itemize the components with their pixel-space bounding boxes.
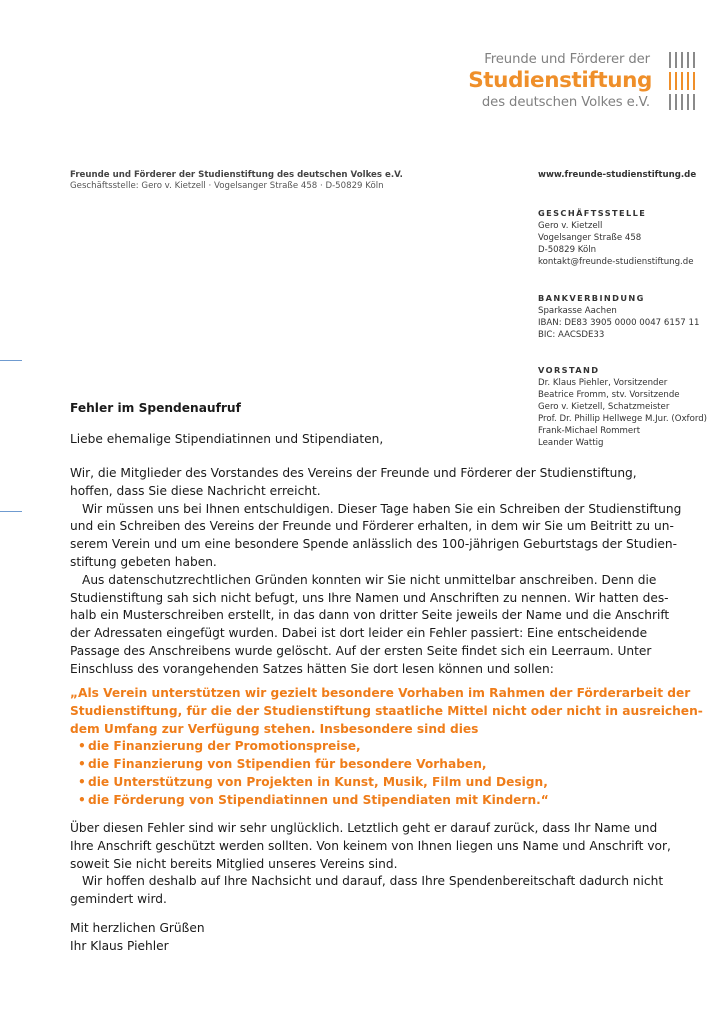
text-line: Aus datenschutzrechtlichen Gründen konnten wir Sie nicht unmittelbar anschreiben. Denn die <box>82 572 657 587</box>
text-line: und ein Schreiben des Vereins der Freunde und Förderer erhalten, in dem wir Sie um Beitritt zu un- <box>70 519 674 534</box>
bank-heading: BANKVERBINDUNG <box>538 293 645 303</box>
bullet-icon: • <box>78 757 86 772</box>
quote-bullet-item <box>70 792 640 810</box>
board-member: Prof. Dr. Phillip Hellwege M.Jur. (Oxford) <box>538 414 708 424</box>
website-link[interactable]: www.freunde-studienstiftung.de <box>538 170 697 180</box>
board-member: Gero v. Kietzell, Schatzmeister <box>538 402 670 412</box>
quote-bullet-item <box>70 774 640 792</box>
quote-bullet-item <box>70 738 640 756</box>
bank-line: Sparkasse Aachen <box>538 306 617 316</box>
text-line: Über diesen Fehler sind wir sehr unglücklich. Letztlich geht er darauf zurück, dass Ihr Name und <box>70 821 658 835</box>
sender-line-2: Geschäftsstelle: Gero v. Kietzell · Vogelsanger Straße 458 · D-50829 Köln <box>70 181 384 191</box>
quoted-passage <box>70 685 703 810</box>
bullet-text: die Finanzierung der Promotionspreise, <box>88 739 361 754</box>
board-member: Leander Wattig <box>538 438 604 448</box>
closing-line: Mit herzlichen Grüßen <box>70 921 205 935</box>
paragraph-4 <box>70 820 671 909</box>
text-line: serem Verein und um eine besondere Spende anlässlich des 100-jährigen Geburtstags der Studien- <box>70 537 677 552</box>
board-heading: VORSTAND <box>538 365 600 375</box>
sender-line-1: Freunde und Förderer der Studienstiftung des deutschen Volkes e.V. <box>70 170 403 180</box>
board-member: Beatrice Fromm, stv. Vorsitzende <box>538 390 680 400</box>
quote-bullet-item <box>70 756 640 774</box>
text-line: Wir hoffen deshalb auf Ihre Nachsicht und darauf, dass Ihre Spendenbereitschaft dadurch nicht <box>82 874 664 889</box>
office-heading: GESCHÄFTSSTELLE <box>538 208 647 218</box>
fold-mark <box>0 511 22 512</box>
logo-bars-icon <box>668 52 696 110</box>
text-line: Passage des Anschreibens wurde gelöscht. Auf der ersten Seite findet sich ein Leerraum. Unter <box>70 643 652 658</box>
bank-block <box>538 292 718 341</box>
bullet-text: die Unterstützung von Projekten in Kunst, Musik, Film und Design, <box>88 774 548 789</box>
signature-name: Ihr Klaus Piehler <box>70 938 169 953</box>
bank-line: BIC: AACSDE33 <box>538 330 605 340</box>
bank-line: IBAN: DE83 3905 0000 0047 6157 11 <box>538 318 700 328</box>
text-line: Ihre Anschrift geschützt werden sollten. Von keinem von Ihnen liegen uns Name und Anschrift vor, <box>70 838 671 853</box>
office-email-link[interactable]: kontakt@freunde-studienstiftung.de <box>538 257 694 267</box>
office-line: Vogelsanger Straße 458 <box>538 233 642 243</box>
text-line: Wir müssen uns bei Ihnen entschuldigen. Dieser Tage haben Sie ein Schreiben der Studienstiftung <box>82 501 682 516</box>
text-line: halb ein Musterschreiben erstellt, in das dann von dritter Seite jeweils der Name und die Anschrift <box>70 608 670 623</box>
logo-text-line2: Studienstiftung <box>468 68 652 93</box>
office-line: Gero v. Kietzell <box>538 221 603 231</box>
fold-mark <box>0 360 22 361</box>
bullet-icon: • <box>78 739 86 754</box>
bullet-text: die Förderung von Stipendiatinnen und Stipendiaten mit Kindern.“ <box>88 792 549 807</box>
office-block <box>538 207 718 268</box>
board-member: Frank-Michael Rommert <box>538 426 641 436</box>
letter-subject: Fehler im Spendenaufruf <box>70 401 241 415</box>
quote-line: Studienstiftung, für die der Studienstiftung staatliche Mittel nicht oder nicht in ausreichen- <box>70 703 703 718</box>
text-line: Wir, die Mitglieder des Vorstandes des Vereins der Freunde und Förderer der Studienstiftung, <box>70 466 637 480</box>
text-line: Einschluss des vorangehenden Satzes hätten Sie dort lesen können und sollen: <box>70 661 554 676</box>
bullet-icon: • <box>78 792 86 807</box>
board-block <box>538 364 718 449</box>
text-line: Studienstiftung sah sich nicht befugt, uns Ihre Namen und Anschriften zu nennen. Wir hatten des- <box>70 590 669 605</box>
text-line: stiftung gebeten haben. <box>70 554 217 569</box>
letter-salutation: Liebe ehemalige Stipendiatinnen und Stipendiaten, <box>70 432 384 446</box>
text-line: der Adressaten eingefügt wurden. Dabei ist dort leider ein Fehler passiert: Eine entscheidende <box>70 626 648 641</box>
paragraph-1 <box>70 465 682 679</box>
quote-line: „Als Verein unterstützen wir gezielt besondere Vorhaben im Rahmen der Förderarbeit der <box>70 686 691 700</box>
text-line: soweit Sie nicht bereits Mitglied unseres Vereins sind. <box>70 856 398 871</box>
logo-text-line3: des deutschen Volkes e.V. <box>481 95 650 110</box>
bullet-text: die Finanzierung von Stipendien für besondere Vorhaben, <box>88 757 487 772</box>
office-line: D-50829 Köln <box>538 245 597 255</box>
text-line: gemindert wird. <box>70 892 167 907</box>
closing <box>70 920 640 956</box>
quote-line: dem Umfang zur Verfügung stehen. Insbesondere sind dies <box>70 721 479 736</box>
logo-text-line1: Freunde und Förderer der <box>484 52 650 67</box>
board-member: Dr. Klaus Piehler, Vorsitzender <box>538 378 668 388</box>
text-line: hoffen, dass Sie diese Nachricht erreicht. <box>70 483 321 498</box>
bullet-icon: • <box>78 774 86 789</box>
